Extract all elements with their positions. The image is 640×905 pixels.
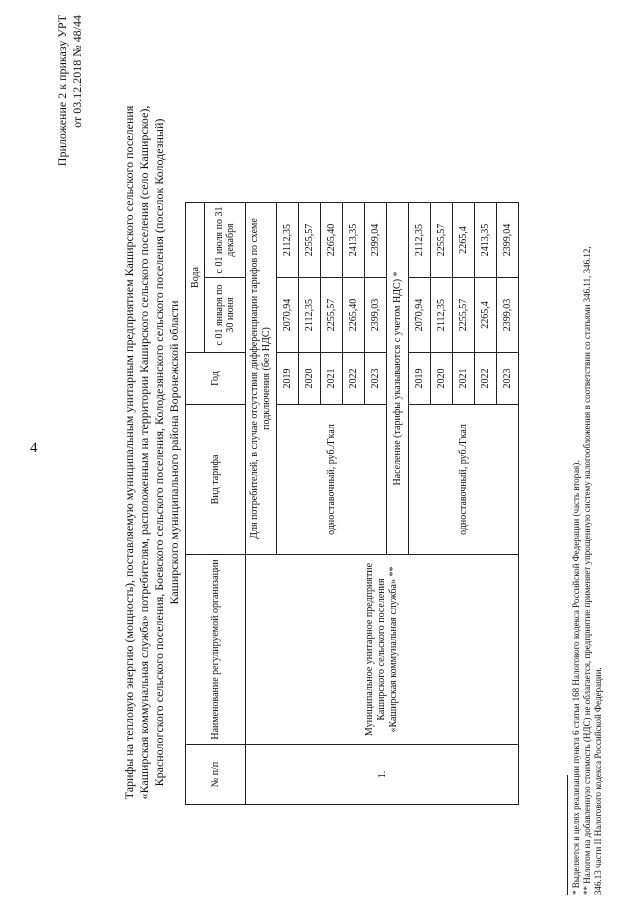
value-cell: 2070,94: [277, 278, 299, 353]
title-line-4: Каширского муниципального района Воронежской области: [167, 300, 181, 605]
year-cell: 2019: [409, 353, 431, 405]
tariff-table: [185, 202, 519, 805]
footnote-2: ** Налогом на добавленную стоимость (НДС) не облагается, предприятие применяет упрощенную систему налогообложения в соответствии со статьями 346.11, 346.12,: [582, 246, 592, 895]
value-cell: 2265,40: [343, 278, 365, 353]
value-cell: 2255,57: [431, 203, 453, 278]
year-cell: 2020: [431, 353, 453, 405]
value-cell: 2413,35: [475, 203, 497, 278]
section-title: Для потребителей, в случае отсутствия дифференциации тарифов по схеме подключения (без НДС): [246, 203, 277, 555]
year-cell: 2020: [299, 353, 321, 405]
title-line-1: Тарифы на тепловую энергию (мощность), поставляемую муниципальным унитарным предприятием Каширского сельского поселения: [122, 105, 136, 800]
table-header-row: [186, 203, 205, 805]
value-cell: 2070,94: [409, 278, 431, 353]
appendix-line-1: Приложение 2 к приказу УРТ: [55, 15, 69, 167]
header-num: № п/п: [186, 745, 246, 805]
value-cell: 2112,35: [299, 278, 321, 353]
year-cell: 2023: [365, 353, 387, 405]
header-year: Год: [186, 353, 246, 405]
year-cell: 2021: [453, 353, 475, 405]
value-cell: 2112,35: [409, 203, 431, 278]
year-cell: 2023: [497, 353, 519, 405]
tariff-type: одноставочный, руб./Гкал: [277, 405, 387, 555]
value-cell: 2265,40: [321, 203, 343, 278]
year-cell: 2022: [475, 353, 497, 405]
value-cell: 2255,57: [453, 278, 475, 353]
value-cell: 2255,57: [299, 203, 321, 278]
header-water: Вода: [186, 203, 205, 353]
document-title: [122, 0, 182, 905]
value-cell: 2112,35: [431, 278, 453, 353]
footnotes: [567, 15, 604, 895]
appendix-reference: [55, 15, 85, 255]
value-cell: 2255,57: [321, 278, 343, 353]
value-cell: 2399,04: [497, 203, 519, 278]
header-org: Наименование регулируемой организации: [186, 555, 246, 745]
appendix-line-2: от 03.12.2018 № 48/44: [70, 15, 84, 128]
tariff-type: одноставочный, руб./Гкал: [409, 405, 519, 555]
value-cell: 2265,4: [475, 278, 497, 353]
footnote-3: 346.13 части II Налогового кодекса Российской Федерации.: [593, 667, 603, 895]
footnote-divider: [567, 775, 568, 895]
organization-name: Муниципальное унитарное предприятие Каширского сельского поселения «Каширская коммунальная служба» **: [246, 555, 519, 745]
value-cell: 2399,04: [365, 203, 387, 278]
footnote-1: * Выделяется в целях реализации пункта 6 статьи 168 Налогового кодекса Российской Федерации (часть вторая).: [571, 460, 581, 895]
year-cell: 2019: [277, 353, 299, 405]
section-title: Население (тарифы указываются с учетом НДС) *: [387, 203, 409, 555]
row-number: 1.: [246, 745, 519, 805]
value-cell: 2399,03: [497, 278, 519, 353]
header-period-2: с 01 июля по 31 декабря: [205, 203, 246, 278]
value-cell: 2399,03: [365, 278, 387, 353]
title-line-2: «Каширская коммунальная служба» потребителям, расположенным на территории Каширского сельского поселения (село Каширское),: [137, 105, 151, 800]
table-row: [246, 203, 277, 805]
value-cell: 2112,35: [277, 203, 299, 278]
header-tariff-type: Вид тарифа: [186, 405, 246, 555]
year-cell: 2021: [321, 353, 343, 405]
value-cell: 2413,35: [343, 203, 365, 278]
value-cell: 2265,4: [453, 203, 475, 278]
title-line-3: Краснологского сельского поселения, Боевского сельского поселения, Колодезянского сельского поселения (поселок Колодезный): [152, 118, 166, 787]
header-period-1: с 01 января по 30 июня: [205, 278, 246, 353]
page-number: 4: [30, 440, 38, 456]
year-cell: 2022: [343, 353, 365, 405]
